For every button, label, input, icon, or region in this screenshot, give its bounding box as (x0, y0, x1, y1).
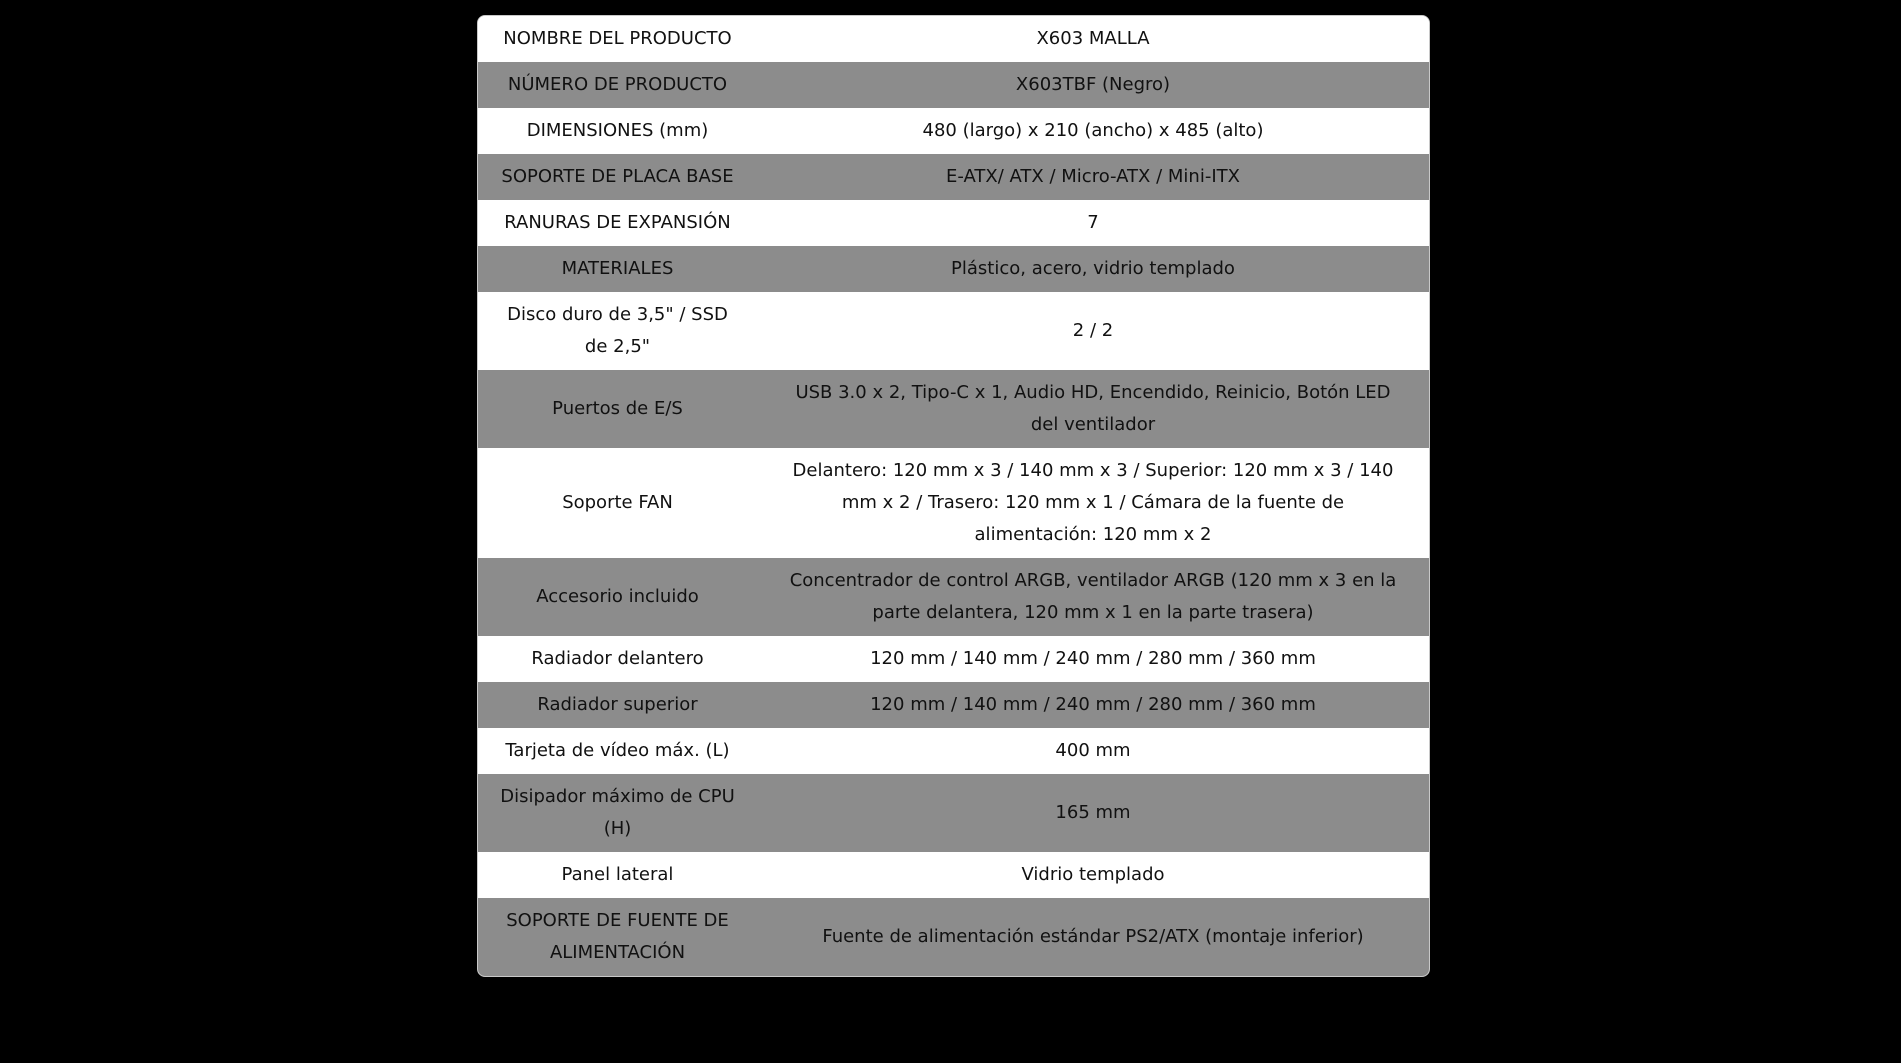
row-label: Radiador superior (537, 694, 698, 715)
row-value: Delantero: 120 mm x 3 / 140 mm x 3 / Superior: 120 mm x 3 / 140 mm x 2 / Trasero: 120 mm x 1 / Cámara de la fuente de alimentación: 120 mm x 2 (792, 460, 1394, 545)
row-value: 165 mm (1055, 802, 1131, 823)
row-value: X603 MALLA (1036, 28, 1150, 49)
table-row (478, 898, 1429, 976)
spec-table (478, 16, 1429, 976)
table-row (478, 200, 1429, 246)
table-row (478, 682, 1429, 728)
row-label: Soporte FAN (562, 492, 673, 513)
table-row (478, 852, 1429, 898)
row-value: Plástico, acero, vidrio templado (951, 258, 1235, 279)
row-value: Concentrador de control ARGB, ventilador ARGB (120 mm x 3 en la parte delantera, 120 mm x 1 en la parte trasera) (789, 570, 1397, 623)
table-row (478, 728, 1429, 774)
row-value: 7 (1087, 212, 1099, 233)
row-label: Puertos de E/S (552, 398, 683, 419)
row-label: RANURAS DE EXPANSIÓN (504, 212, 731, 233)
row-label: Disco duro de 3,5" / SSD de 2,5" (507, 304, 728, 357)
row-label: SOPORTE DE PLACA BASE (501, 166, 734, 187)
table-row (478, 16, 1429, 62)
row-label: Disipador máximo de CPU (H) (500, 786, 735, 839)
row-value: 480 (largo) x 210 (ancho) x 485 (alto) (922, 120, 1264, 141)
row-value: 400 mm (1055, 740, 1131, 761)
row-label: Accesorio incluido (536, 586, 699, 607)
table-row (478, 154, 1429, 200)
row-value: 120 mm / 140 mm / 240 mm / 280 mm / 360 mm (870, 694, 1316, 715)
row-value: 120 mm / 140 mm / 240 mm / 280 mm / 360 mm (870, 648, 1316, 669)
table-row (478, 370, 1429, 448)
row-label: DIMENSIONES (mm) (526, 120, 709, 141)
table-row (478, 108, 1429, 154)
row-label: NÚMERO DE PRODUCTO (507, 74, 728, 95)
table-row (478, 558, 1429, 636)
row-value: Vidrio templado (1021, 864, 1165, 885)
table-row (478, 636, 1429, 682)
row-label: Panel lateral (561, 864, 674, 885)
table-row (478, 448, 1429, 558)
row-label: Tarjeta de vídeo máx. (L) (505, 740, 730, 761)
spec-table-container (477, 15, 1430, 977)
row-value: Fuente de alimentación estándar PS2/ATX (montaje inferior) (822, 926, 1364, 947)
row-value: USB 3.0 x 2, Tipo-C x 1, Audio HD, Encendido, Reinicio, Botón LED del ventilador (795, 382, 1391, 435)
row-label: Radiador delantero (531, 648, 704, 669)
table-row (478, 774, 1429, 852)
row-value: 2 / 2 (1072, 320, 1114, 341)
row-value: X603TBF (Negro) (1015, 74, 1171, 95)
row-label: SOPORTE DE FUENTE DE ALIMENTACIÓN (506, 910, 729, 963)
row-label: NOMBRE DEL PRODUCTO (503, 28, 732, 49)
row-label: MATERIALES (561, 258, 674, 279)
table-row (478, 246, 1429, 292)
table-row (478, 292, 1429, 370)
table-row (478, 62, 1429, 108)
row-value: E-ATX/ ATX / Micro-ATX / Mini-ITX (946, 166, 1240, 187)
